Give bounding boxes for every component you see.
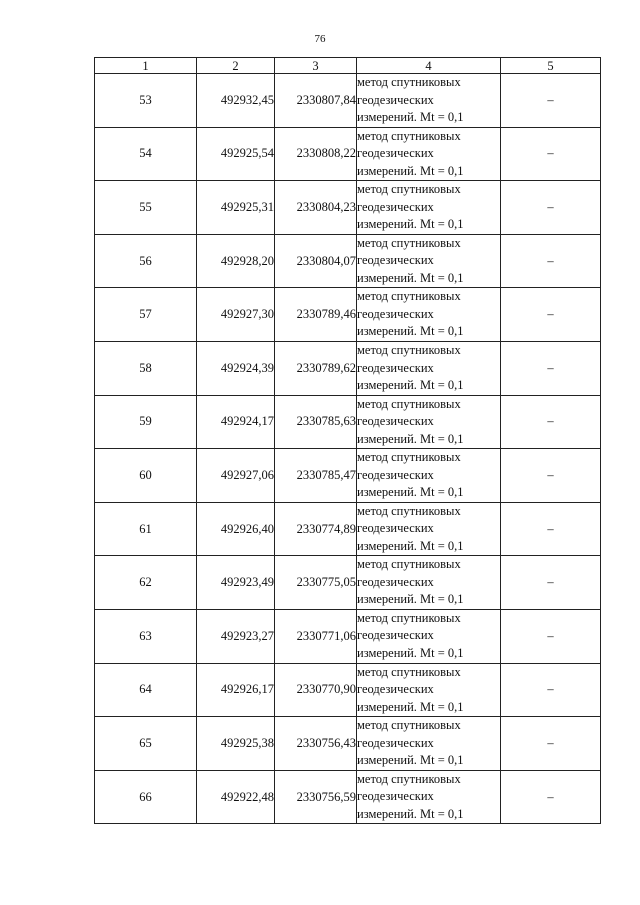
table-row	[95, 770, 601, 824]
method-cell	[357, 770, 501, 824]
header-col-3: 3	[275, 58, 357, 74]
note-cell: –	[501, 74, 601, 128]
method-cell	[357, 502, 501, 556]
note-cell: –	[501, 502, 601, 556]
method-line-3: измерений. Mt = 0,1	[357, 592, 464, 607]
method-line-2: геодезических	[357, 146, 434, 161]
x-coordinate: 492928,20	[197, 234, 275, 288]
method-cell	[357, 609, 501, 663]
y-coordinate: 2330771,06	[275, 609, 357, 663]
method-line-3: измерений. Mt = 0,1	[357, 378, 464, 393]
method-line-2: геодезических	[357, 628, 434, 643]
method-line-2: геодезических	[357, 414, 434, 429]
method-line-1: метод спутниковых	[357, 450, 461, 465]
y-coordinate: 2330770,90	[275, 663, 357, 717]
table-row	[95, 449, 601, 503]
method-line-3: измерений. Mt = 0,1	[357, 324, 464, 339]
method-line-2: геодезических	[357, 306, 434, 321]
method-line-3: измерений. Mt = 0,1	[357, 538, 464, 553]
point-number: 57	[95, 288, 197, 342]
method-line-3: измерений. Mt = 0,1	[357, 485, 464, 500]
method-line-2: геодезических	[357, 199, 434, 214]
method-cell	[357, 663, 501, 717]
method-line-1: метод спутниковых	[357, 289, 461, 304]
y-coordinate: 2330756,43	[275, 717, 357, 771]
table-row	[95, 288, 601, 342]
method-cell	[357, 234, 501, 288]
header-row	[95, 58, 601, 74]
method-line-1: метод спутниковых	[357, 396, 461, 411]
point-number: 58	[95, 341, 197, 395]
y-coordinate: 2330789,62	[275, 341, 357, 395]
y-coordinate: 2330807,84	[275, 74, 357, 128]
method-line-2: геодезических	[357, 467, 434, 482]
method-cell	[357, 556, 501, 610]
header-col-4: 4	[357, 58, 501, 74]
note-cell: –	[501, 770, 601, 824]
note-cell: –	[501, 341, 601, 395]
y-coordinate: 2330775,05	[275, 556, 357, 610]
x-coordinate: 492926,17	[197, 663, 275, 717]
x-coordinate: 492927,30	[197, 288, 275, 342]
y-coordinate: 2330808,22	[275, 127, 357, 181]
method-line-3: измерений. Mt = 0,1	[357, 163, 464, 178]
page-number: 76	[314, 33, 326, 45]
x-coordinate: 492926,40	[197, 502, 275, 556]
x-coordinate: 492925,38	[197, 717, 275, 771]
method-line-2: геодезических	[357, 574, 434, 589]
method-line-1: метод спутниковых	[357, 610, 461, 625]
method-cell	[357, 449, 501, 503]
method-cell	[357, 395, 501, 449]
method-line-2: геодезических	[357, 521, 434, 536]
point-number: 55	[95, 181, 197, 235]
table-row	[95, 234, 601, 288]
table-row	[95, 127, 601, 181]
point-number: 62	[95, 556, 197, 610]
method-line-2: геодезических	[357, 682, 434, 697]
x-coordinate: 492922,48	[197, 770, 275, 824]
method-line-1: метод спутниковых	[357, 503, 461, 518]
x-coordinate: 492925,31	[197, 181, 275, 235]
method-line-1: метод спутниковых	[357, 343, 461, 358]
method-line-2: геодезических	[357, 360, 434, 375]
y-coordinate: 2330785,63	[275, 395, 357, 449]
method-line-2: геодезических	[357, 735, 434, 750]
note-cell: –	[501, 288, 601, 342]
note-cell: –	[501, 395, 601, 449]
note-cell: –	[501, 127, 601, 181]
note-cell: –	[501, 181, 601, 235]
method-line-2: геодезических	[357, 92, 434, 107]
method-line-3: измерений. Mt = 0,1	[357, 806, 464, 821]
method-cell	[357, 127, 501, 181]
table-header	[95, 58, 601, 74]
table-row	[95, 663, 601, 717]
point-number: 53	[95, 74, 197, 128]
note-cell: –	[501, 556, 601, 610]
x-coordinate: 492923,27	[197, 609, 275, 663]
table-row	[95, 181, 601, 235]
method-cell	[357, 181, 501, 235]
method-line-1: метод спутниковых	[357, 75, 461, 90]
x-coordinate: 492924,39	[197, 341, 275, 395]
x-coordinate: 492925,54	[197, 127, 275, 181]
point-number: 56	[95, 234, 197, 288]
point-number: 59	[95, 395, 197, 449]
coordinates-table	[94, 57, 601, 824]
method-line-1: метод спутниковых	[357, 718, 461, 733]
note-cell: –	[501, 609, 601, 663]
point-number: 63	[95, 609, 197, 663]
x-coordinate: 492924,17	[197, 395, 275, 449]
point-number: 61	[95, 502, 197, 556]
method-line-1: метод спутниковых	[357, 664, 461, 679]
table-row	[95, 717, 601, 771]
x-coordinate: 492932,45	[197, 74, 275, 128]
y-coordinate: 2330789,46	[275, 288, 357, 342]
method-line-1: метод спутниковых	[357, 557, 461, 572]
point-number: 54	[95, 127, 197, 181]
method-line-1: метод спутниковых	[357, 235, 461, 250]
header-col-5: 5	[501, 58, 601, 74]
table-row	[95, 341, 601, 395]
method-line-3: измерений. Mt = 0,1	[357, 217, 464, 232]
method-line-3: измерений. Mt = 0,1	[357, 753, 464, 768]
method-line-1: метод спутниковых	[357, 128, 461, 143]
table-row	[95, 556, 601, 610]
method-line-2: геодезических	[357, 789, 434, 804]
point-number: 60	[95, 449, 197, 503]
method-line-3: измерений. Mt = 0,1	[357, 110, 464, 125]
method-line-3: измерений. Mt = 0,1	[357, 270, 464, 285]
table-row	[95, 609, 601, 663]
note-cell: –	[501, 663, 601, 717]
point-number: 64	[95, 663, 197, 717]
method-line-3: измерений. Mt = 0,1	[357, 431, 464, 446]
method-line-3: измерений. Mt = 0,1	[357, 645, 464, 660]
note-cell: –	[501, 717, 601, 771]
y-coordinate: 2330804,07	[275, 234, 357, 288]
y-coordinate: 2330756,59	[275, 770, 357, 824]
method-cell	[357, 74, 501, 128]
table-row	[95, 395, 601, 449]
note-cell: –	[501, 449, 601, 503]
y-coordinate: 2330774,89	[275, 502, 357, 556]
table-row	[95, 74, 601, 128]
method-line-1: метод спутниковых	[357, 182, 461, 197]
method-line-2: геодезических	[357, 253, 434, 268]
point-number: 66	[95, 770, 197, 824]
header-col-2: 2	[197, 58, 275, 74]
method-line-3: измерений. Mt = 0,1	[357, 699, 464, 714]
method-cell	[357, 717, 501, 771]
table-body	[95, 74, 601, 824]
x-coordinate: 492927,06	[197, 449, 275, 503]
point-number: 65	[95, 717, 197, 771]
y-coordinate: 2330804,23	[275, 181, 357, 235]
method-cell	[357, 341, 501, 395]
y-coordinate: 2330785,47	[275, 449, 357, 503]
method-line-1: метод спутниковых	[357, 771, 461, 786]
note-cell: –	[501, 234, 601, 288]
table-row	[95, 502, 601, 556]
header-col-1: 1	[95, 58, 197, 74]
x-coordinate: 492923,49	[197, 556, 275, 610]
method-cell	[357, 288, 501, 342]
